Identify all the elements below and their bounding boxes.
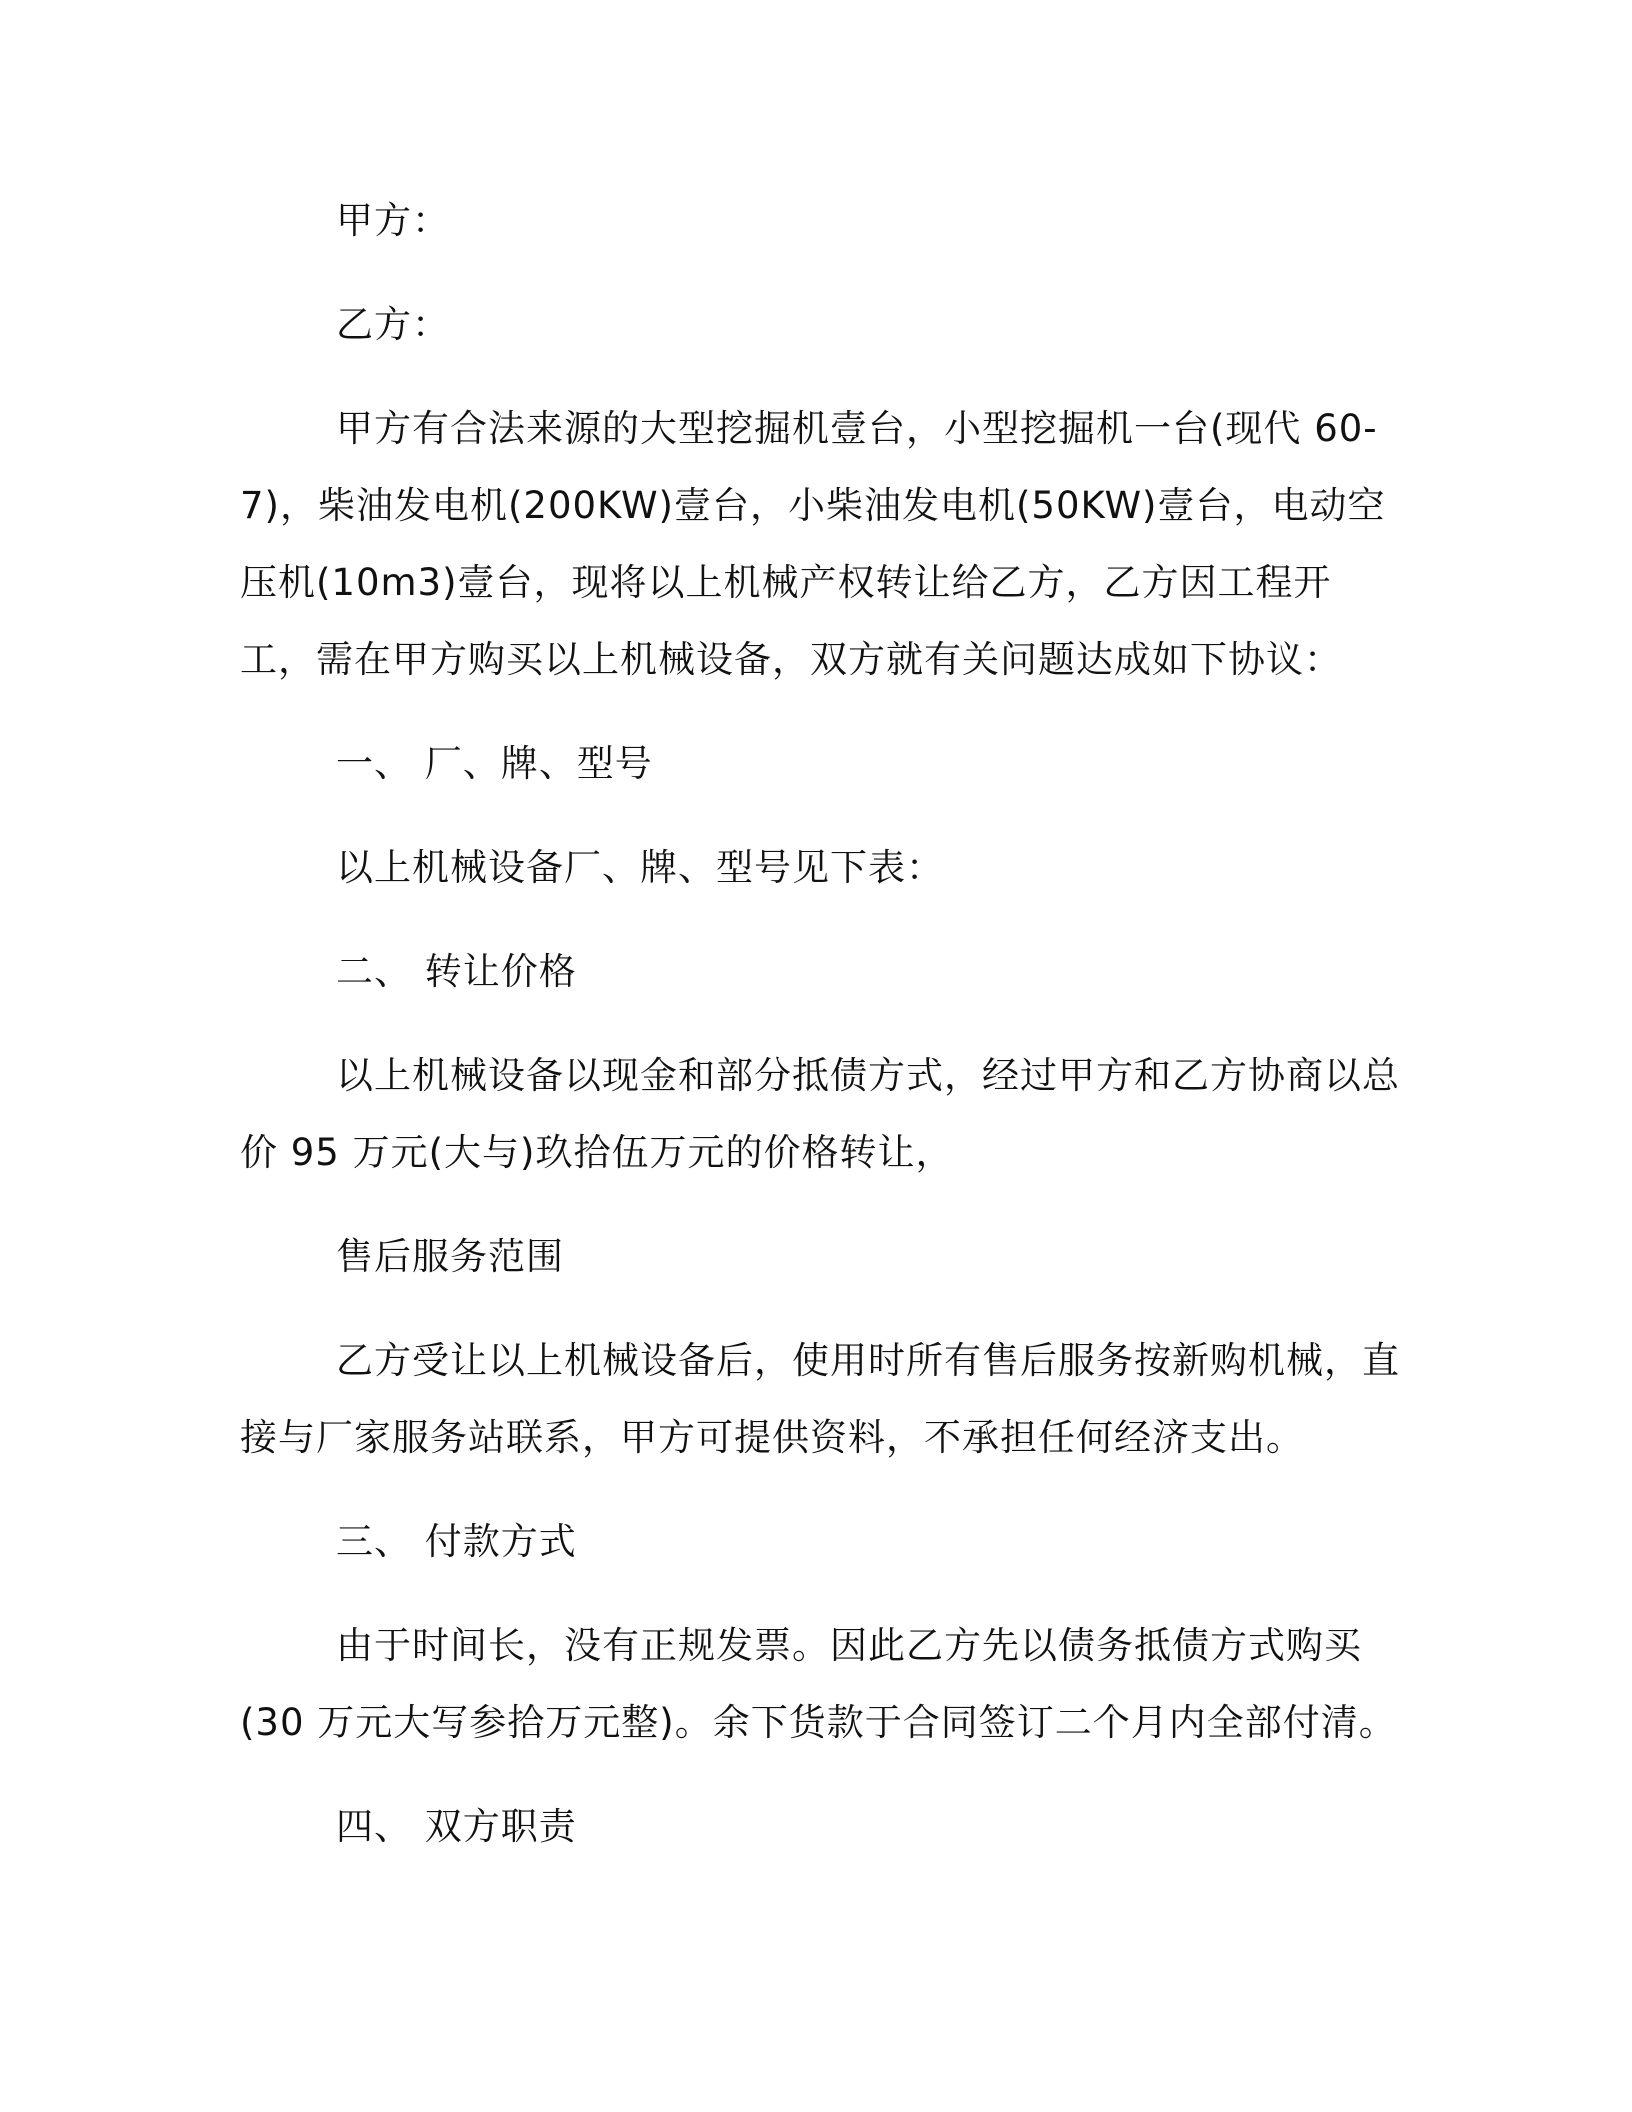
section-2-body: 以上机械设备以现金和部分抵债方式，经过甲方和乙方协商以总价 95 万元(大与)玖拾伍万元的价格转让， [240, 1054, 1400, 1174]
section-4-title: 四、 双方职责 [336, 1805, 577, 1848]
intro-paragraph: 甲方有合法来源的大型挖掘机壹台，小型挖掘机一台(现代 60-7)，柴油发电机(200KW)壹台，小柴油发电机(50KW)壹台，电动空压机(10m3)壹台，现将以上机械产权转让给乙方，乙方因工程开工，需在甲方购买以上机械设备，双方就有关问题达成如下协议： [240, 407, 1386, 681]
section-1-body: 以上机械设备厂、牌、型号见下表： [336, 846, 944, 889]
after-sales-body: 乙方受让以上机械设备后，使用时所有售后服务按新购机械，直接与厂家服务站联系，甲方可提供资料，不承担任何经济支出。 [240, 1339, 1400, 1459]
section-3-body: 由于时间长，没有正规发票。因此乙方先以债务抵债方式购买(30 万元大写参拾万元整)。余下货款于合同签订二个月内全部付清。 [240, 1624, 1397, 1744]
party-b-label: 乙方： [336, 303, 450, 346]
section-3-title: 三、 付款方式 [336, 1520, 577, 1563]
party-a-label: 甲方： [336, 199, 450, 242]
after-sales-title: 售后服务范围 [336, 1235, 564, 1278]
section-1-title: 一、 厂、牌、型号 [336, 742, 653, 785]
section-2-title: 二、 转让价格 [336, 950, 577, 993]
document-body [240, 182, 1402, 1865]
